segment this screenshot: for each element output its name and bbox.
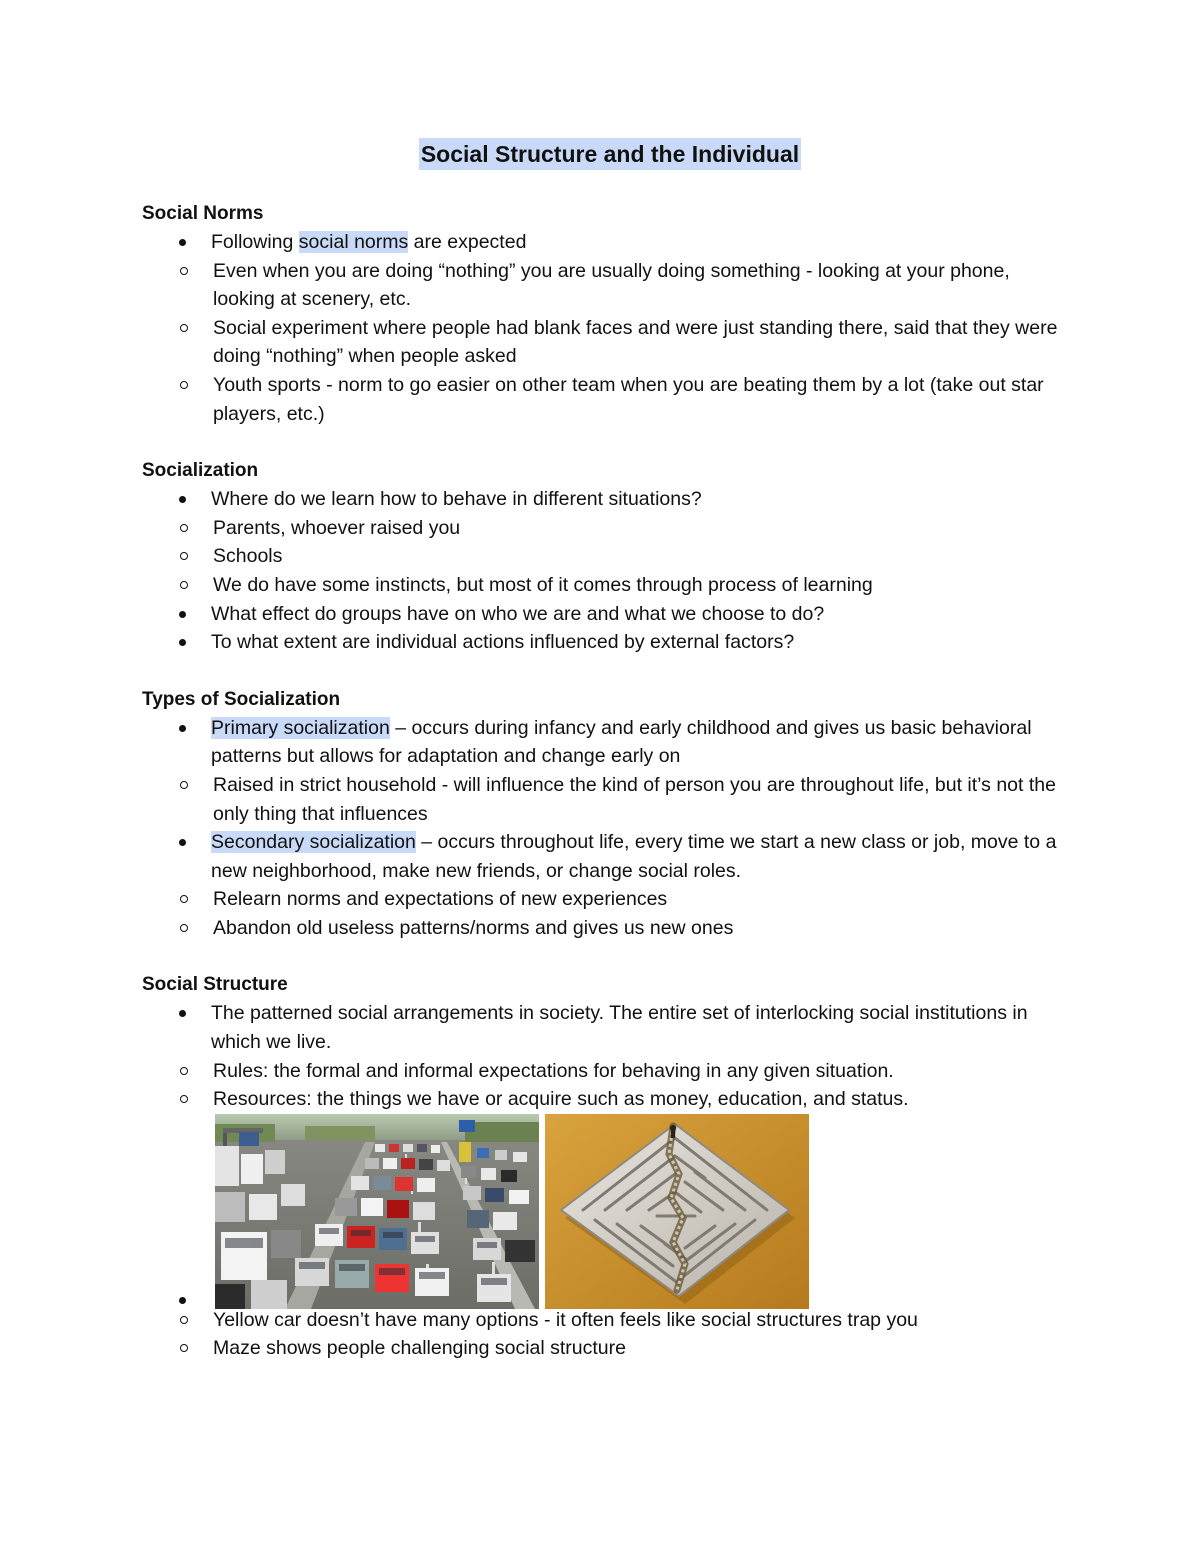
sublist-secondary [142, 885, 1062, 942]
highlight-social-norms: social norms [298, 231, 409, 253]
list-item: Youth sports - norm to go easier on other team when you are beating them by a lot (take out star players, etc.) [142, 371, 1062, 428]
list-images [142, 1114, 1062, 1306]
page-title: Social Structure and the Individual [419, 138, 801, 170]
list-item: Abandon old useless patterns/norms and gives us new ones [142, 914, 1062, 943]
list-social-structure [142, 999, 1062, 1056]
sublist-socialization [142, 514, 1062, 600]
sublist-primary [142, 771, 1062, 828]
list-item: Even when you are doing “nothing” you are usually doing something - looking at your phone, looking at scenery, etc. [142, 257, 1062, 314]
list-socialization [142, 485, 1062, 514]
list-item [142, 828, 1062, 885]
sublist-images [142, 1306, 1062, 1363]
text-fragment: – occurs throughout life, every time we start a new class or job, move to a new neighborhood, make new friends, or change social roles. [211, 831, 1057, 882]
list-item: Social experiment where people had blank faces and were just standing there, said that they were doing “nothing” when people asked [142, 314, 1062, 371]
sublist-social-norms [142, 257, 1062, 429]
list-socialization-more [142, 600, 1062, 657]
maze-image [545, 1114, 809, 1309]
list-secondary [142, 828, 1062, 885]
list-item: Parents, whoever raised you [142, 514, 1062, 543]
list-item: The patterned social arrangements in society. The entire set of interlocking social institutions in which we live. [142, 999, 1062, 1056]
image-row [215, 1114, 809, 1309]
heading-types-of-socialization: Types of Socialization [142, 688, 341, 710]
list-item: Relearn norms and expectations of new experiences [142, 885, 1062, 914]
heading-socialization: Socialization [142, 460, 259, 482]
list-item: Rules: the formal and informal expectations for behaving in any given situation. [142, 1057, 1062, 1086]
sublist-social-structure [142, 1057, 1062, 1114]
list-primary [142, 714, 1062, 771]
text-fragment: Following [211, 231, 299, 253]
list-item: Resources: the things we have or acquire such as money, education, and status. [142, 1085, 1062, 1114]
list-item: What effect do groups have on who we are and what we choose to do? [142, 600, 1062, 629]
highlight-primary-socialization: Primary socialization [211, 716, 390, 739]
list-item: Raised in strict household - will influence the kind of person you are throughout life, but it’s not the only thing that influences [142, 771, 1062, 828]
heading-social-norms: Social Norms [142, 203, 264, 224]
title-row [142, 138, 1062, 178]
list-item: Schools [142, 542, 1062, 571]
list-item: Where do we learn how to behave in different situations? [142, 485, 1062, 514]
list-item: Yellow car doesn’t have many options - it often feels like social structures trap you [142, 1306, 1062, 1335]
list-item [142, 714, 1062, 771]
text-fragment: – occurs during infancy and early childhood and gives us basic behavioral patterns but allows for adaptation and change early on [211, 716, 1032, 768]
list-item: We do have some instincts, but most of it comes through process of learning [142, 571, 1062, 600]
list-item: Maze shows people challenging social structure [142, 1334, 1062, 1363]
traffic-jam-image [215, 1114, 539, 1309]
list-item [142, 228, 1062, 257]
list-item-images [142, 1114, 1062, 1306]
document-page [142, 138, 1062, 1363]
heading-social-structure: Social Structure [142, 974, 288, 996]
list-social-norms [142, 228, 1062, 257]
highlight-secondary-socialization: Secondary socialization [211, 831, 416, 854]
list-item: To what extent are individual actions influenced by external factors? [142, 628, 1062, 657]
text-fragment: are expected [408, 231, 527, 253]
